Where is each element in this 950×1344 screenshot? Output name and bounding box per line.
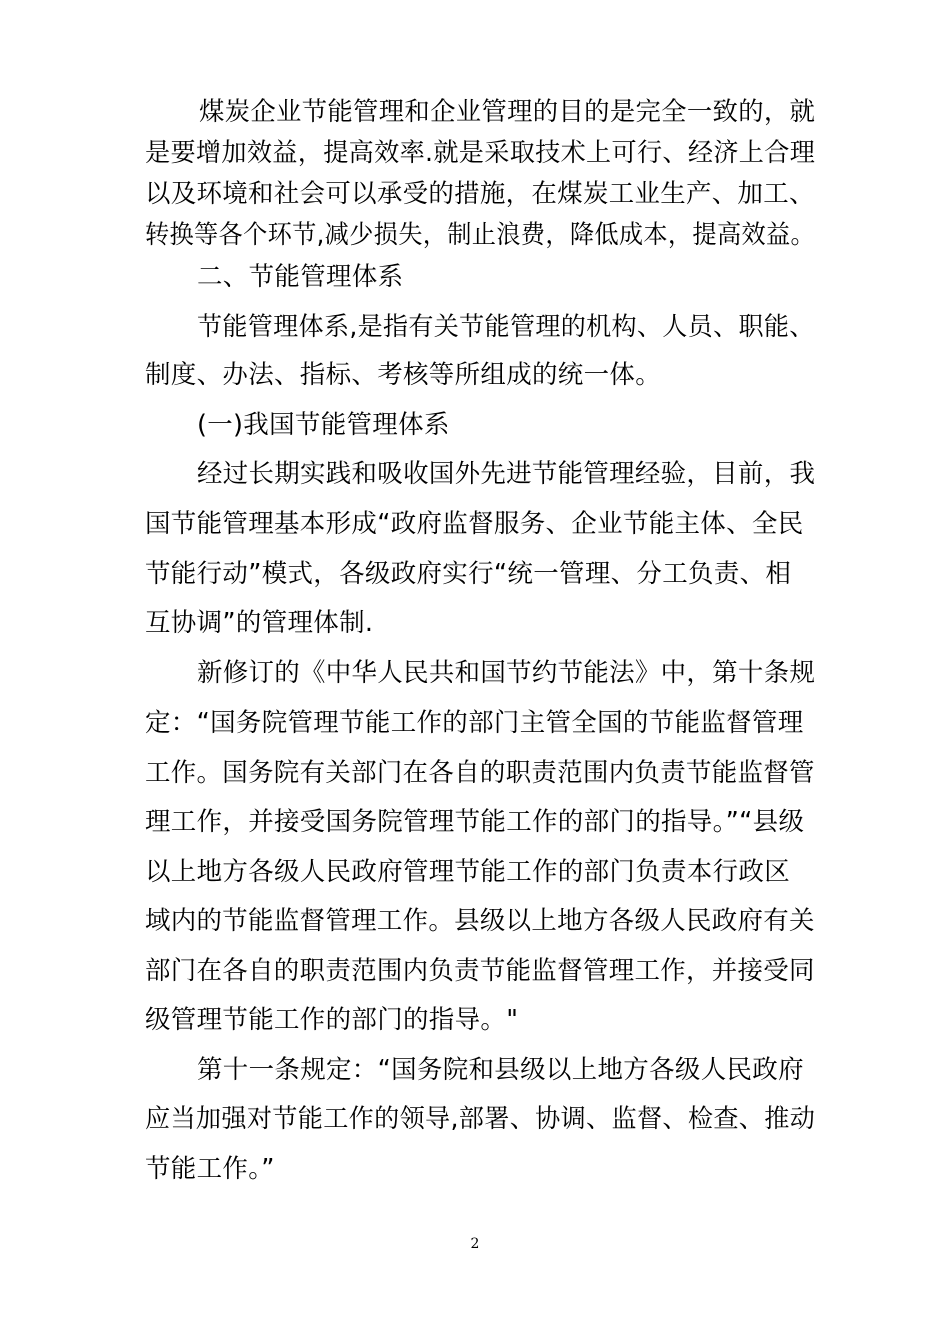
text-line: 经过长期实践和吸收国外先进节能管理经验，目前，我 [197, 459, 816, 489]
section-heading: 二、节能管理体系 [197, 262, 404, 292]
text-line: 定：“国务院管理节能工作的部门主管全国的节能监督管理 [145, 708, 804, 738]
text-line: 节能管理体系,是指有关节能管理的机构、人员、职能、 [197, 312, 815, 342]
text-line: 节能行动”模式，各级政府实行“统一管理、分工负责、相 [145, 559, 792, 589]
text-line: 转换等各个环节,减少损失，制止浪费，降低成本，提高效益。 [145, 220, 816, 250]
subsection-heading: (一)我国节能管理体系 [197, 410, 450, 440]
text-line: 以及环境和社会可以承受的措施，在煤炭工业生产、加工、 [145, 179, 815, 209]
text-line: 节能工作。” [145, 1154, 275, 1184]
text-line: 域内的节能监督管理工作。县级以上地方各级人民政府有关 [145, 906, 815, 936]
text-line: 是要增加效益，提高效率.就是采取技术上可行、经济上合理 [145, 138, 816, 168]
text-line: 第十一条规定：“国务院和县级以上地方各级人民政府 [197, 1055, 804, 1085]
page-number: 2 [470, 1236, 480, 1252]
text-line: 级管理节能工作的部门的指导。" [145, 1005, 519, 1035]
text-line: 部门在各自的职责范围内负责节能监督管理工作，并接受同 [145, 956, 815, 986]
text-line: 理工作，并接受国务院管理节能工作的部门的指导。”“县级 [145, 807, 805, 837]
text-line: 以上地方各级人民政府管理节能工作的部门负责本行政区 [145, 857, 791, 887]
text-line: 工作。国务院有关部门在各自的职责范围内负责节能监督管 [145, 758, 815, 788]
text-line: 制度、办法、指标、考核等所组成的统一体。 [145, 360, 662, 390]
text-line: 煤炭企业节能管理和企业管理的目的是完全一致的，就 [199, 97, 816, 127]
text-line: 互协调”的管理体制. [145, 608, 374, 638]
text-line: 国节能管理基本形成“政府监督服务、企业节能主体、全民 [145, 509, 804, 539]
text-line: 应当加强对节能工作的领导,部署、协调、监督、检查、推动 [145, 1104, 816, 1134]
text-line: 新修订的《中华人民共和国节约节能法》中，第十条规 [197, 658, 816, 688]
